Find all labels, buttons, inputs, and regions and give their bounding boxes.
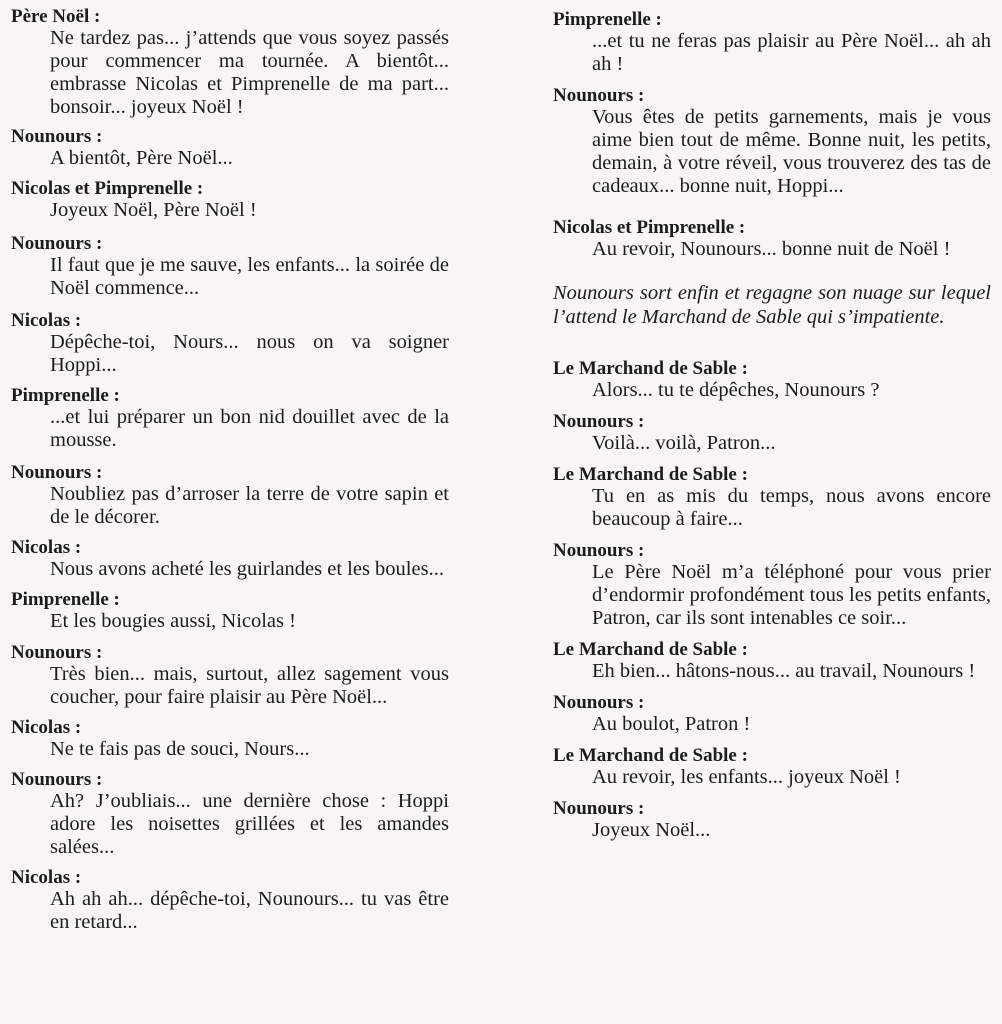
dialogue-entry: [553, 745, 991, 789]
dialogue-line: Au revoir, Nounours... bonne nuit de Noël !: [592, 238, 951, 260]
speaker-name: Nounours :: [11, 126, 103, 147]
speaker-name: Le Marchand de Sable :: [553, 639, 748, 660]
dialogue-entry: [11, 126, 449, 170]
dialogue-entry: [11, 310, 449, 377]
dialogue-entry: [11, 642, 449, 709]
left-column: [11, 0, 449, 934]
dialogue-entry: [11, 867, 449, 934]
speaker-name: Nicolas :: [11, 537, 82, 558]
dialogue-entry: [553, 9, 991, 76]
speaker-name: Pimprenelle :: [553, 9, 662, 30]
speaker-name: Le Marchand de Sable :: [553, 358, 748, 379]
dialogue-line: Joyeux Noël, Père Noël !: [50, 199, 257, 221]
speaker-name: Le Marchand de Sable :: [553, 464, 748, 485]
dialogue-line: ...et tu ne feras pas plaisir au Père Noël... ah ah ah !: [592, 30, 991, 75]
speaker-name: Nounours :: [553, 411, 645, 432]
stage-direction: Nounours sort enfin et regagne son nuage sur lequel l’attend le Marchand de Sable qui s’impatiente.: [553, 282, 991, 328]
dialogue-entry: [553, 85, 991, 198]
dialogue-entry: [553, 639, 991, 683]
speaker-name: Nounours :: [11, 233, 103, 254]
speaker-name: Nicolas :: [11, 310, 82, 331]
dialogue-line: Voilà... voilà, Patron...: [592, 432, 776, 454]
dialogue-line: Noubliez pas d’arroser la terre de votre sapin et de le décorer.: [50, 483, 449, 528]
speaker-name: Nicolas et Pimprenelle :: [553, 217, 746, 238]
dialogue-entry: [553, 217, 991, 261]
dialogue-line: Il faut que je me sauve, les enfants... la soirée de Noël commence...: [50, 254, 449, 299]
dialogue-entry: [11, 178, 449, 222]
dialogue-line: A bientôt, Père Noël...: [50, 147, 233, 169]
speaker-name: Nicolas et Pimprenelle :: [11, 178, 204, 199]
speaker-name: Pimprenelle :: [11, 385, 120, 406]
dialogue-line: Eh bien... hâtons-nous... au travail, Nounours !: [592, 660, 976, 682]
dialogue-line: Tu en as mis du temps, nous avons encore beaucoup à faire...: [592, 485, 991, 530]
dialogue-entry: [11, 769, 449, 859]
dialogue-line: Ah? J’oubliais... une dernière chose : Hoppi adore les noisettes grillées et les amandes salées...: [50, 790, 449, 858]
speaker-name: Le Marchand de Sable :: [553, 745, 748, 766]
dialogue-line: Ah ah ah... dépêche-toi, Nounours... tu vas être en retard...: [50, 888, 449, 933]
dialogue-entry: [11, 462, 449, 529]
speaker-name: Père Noël :: [11, 6, 101, 27]
dialogue-line: Le Père Noël m’a téléphoné pour vous prier d’endormir profondément tous les petits enfants, Patron, car ils sont intenables ce soir...: [592, 561, 991, 629]
dialogue-line: Ne te fais pas de souci, Nours...: [50, 738, 310, 760]
speaker-name: Pimprenelle :: [11, 589, 120, 610]
dialogue-line: Vous êtes de petits garnements, mais je vous aime bien tout de même. Bonne nuit, les petits, demain, à votre réveil, vous trouverez des tas de cadeaux... bonne nuit, Hoppi...: [592, 106, 991, 197]
dialogue-line: Au revoir, les enfants... joyeux Noël !: [592, 766, 901, 788]
speaker-name: Nounours :: [11, 462, 103, 483]
dialogue-entry: [11, 385, 449, 452]
speaker-name: Nounours :: [553, 798, 645, 819]
dialogue-entry: [11, 233, 449, 300]
dialogue-entry: [11, 589, 449, 633]
dialogue-line: Ne tardez pas... j’attends que vous soyez passés pour commencer ma tournée. A bientôt... embrasse Nicolas et Pimprenelle de ma part... bonsoir... joyeux Noël !: [50, 27, 449, 118]
dialogue-entry: [553, 464, 991, 531]
dialogue-line: Dépêche-toi, Nours... nous on va soigner Hoppi...: [50, 331, 449, 376]
speaker-name: Nounours :: [553, 540, 645, 561]
speaker-name: Nounours :: [11, 769, 103, 790]
dialogue-line: Très bien... mais, surtout, allez sagement vous coucher, pour faire plaisir au Père Noël...: [50, 663, 449, 708]
dialogue-line: Nous avons acheté les guirlandes et les boules...: [50, 558, 444, 580]
speaker-name: Nounours :: [11, 642, 103, 663]
dialogue-line: Au boulot, Patron !: [592, 713, 751, 735]
dialogue-entry: [11, 717, 449, 761]
dialogue-entry: [553, 411, 991, 455]
dialogue-entry: [553, 692, 991, 736]
speaker-name: Nounours :: [553, 692, 645, 713]
speaker-name: Nounours :: [553, 85, 645, 106]
dialogue-line: Et les bougies aussi, Nicolas !: [50, 610, 296, 632]
dialogue-entry: [553, 358, 991, 402]
dialogue-entry: [11, 6, 449, 119]
dialogue-entry: [553, 798, 991, 842]
dialogue-entry: [553, 540, 991, 630]
right-column: [553, 0, 991, 842]
speaker-name: Nicolas :: [11, 717, 82, 738]
dialogue-entry: [11, 537, 449, 581]
dialogue-line: ...et lui préparer un bon nid douillet avec de la mousse.: [50, 406, 449, 451]
dialogue-line: Joyeux Noël...: [592, 819, 711, 841]
speaker-name: Nicolas :: [11, 867, 82, 888]
dialogue-line: Alors... tu te dépêches, Nounours ?: [592, 379, 880, 401]
